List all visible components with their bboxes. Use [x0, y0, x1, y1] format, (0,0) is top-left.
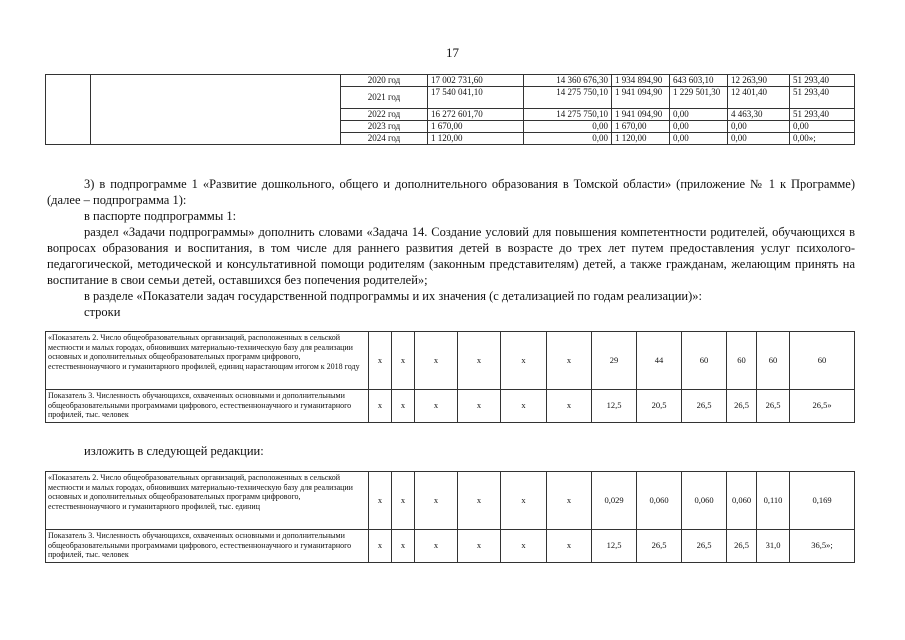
indicator-value: x — [458, 530, 501, 563]
indicator-value: x — [392, 472, 415, 530]
indicator-value: 20,5 — [637, 390, 682, 423]
year-cell: 2023 год — [341, 121, 428, 133]
indicator-value: 26,5 — [682, 530, 727, 563]
new-indicators-table — [45, 471, 855, 563]
value-cell: 1 229 501,30 — [670, 87, 728, 109]
value-cell: 14 275 750,10 — [524, 109, 612, 121]
year-cell: 2024 год — [341, 133, 428, 145]
table-row — [46, 87, 855, 109]
blank-cell — [46, 75, 91, 87]
value-cell: 1 941 094,90 — [612, 87, 670, 109]
blank-cell — [91, 75, 341, 87]
indicator-value: 0,060 — [727, 472, 757, 530]
indicator-row — [46, 530, 855, 563]
indicator-value: 12,5 — [592, 390, 637, 423]
indicator-value: x — [369, 390, 392, 423]
table-row — [46, 133, 855, 145]
blank-cell — [91, 133, 341, 145]
indicator-value: x — [415, 332, 458, 390]
indicator-value: x — [501, 472, 547, 530]
year-cell: 2020 год — [341, 75, 428, 87]
value-cell: 12 401,40 — [728, 87, 790, 109]
indicator-value: x — [458, 390, 501, 423]
indicator-row — [46, 390, 855, 423]
value-cell: 12 263,90 — [728, 75, 790, 87]
indicator-value: 0,169 — [790, 472, 855, 530]
value-cell: 0,00 — [670, 109, 728, 121]
indicator-value: 60 — [790, 332, 855, 390]
financing-table — [45, 74, 855, 145]
value-cell: 1 941 094,90 — [612, 109, 670, 121]
indicator-value: x — [547, 390, 592, 423]
indicator-value: 29 — [592, 332, 637, 390]
blank-cell — [46, 133, 91, 145]
indicator-value: x — [369, 332, 392, 390]
value-cell: 4 463,30 — [728, 109, 790, 121]
value-cell: 17 002 731,60 — [428, 75, 524, 87]
indicator-value: x — [501, 332, 547, 390]
indicator-value: x — [547, 530, 592, 563]
value-cell: 1 670,00 — [612, 121, 670, 133]
indicator-value: 0,060 — [637, 472, 682, 530]
indicator-value: 26,5 — [727, 390, 757, 423]
value-cell: 0,00 — [728, 133, 790, 145]
value-cell: 1 120,00 — [428, 133, 524, 145]
indicator-value: 26,5 — [757, 390, 790, 423]
indicator-value: 26,5 — [727, 530, 757, 563]
paragraph-passport: в паспорте подпрограммы 1: — [84, 209, 237, 223]
value-cell: 0,00»; — [790, 133, 855, 145]
table-row — [46, 121, 855, 133]
blank-cell — [91, 121, 341, 133]
indicator-value: x — [415, 390, 458, 423]
value-cell: 1 934 894,90 — [612, 75, 670, 87]
indicator-value: 36,5»; — [790, 530, 855, 563]
value-cell: 643 603,10 — [670, 75, 728, 87]
value-cell: 51 293,40 — [790, 75, 855, 87]
value-cell: 1 120,00 — [612, 133, 670, 145]
indicator-label: Показатель 3. Численность обучающихся, охваченных основными и дополнительными общеобразовательными программами цифрового, естественнонаучного и гуманитарного профилей, тыс. человек — [46, 390, 369, 423]
value-cell: 0,00 — [728, 121, 790, 133]
value-cell: 0,00 — [790, 121, 855, 133]
value-cell: 51 293,40 — [790, 109, 855, 121]
indicator-value: x — [369, 472, 392, 530]
value-cell: 0,00 — [524, 121, 612, 133]
indicator-value: x — [501, 390, 547, 423]
indicator-value: 0,110 — [757, 472, 790, 530]
old-indicators-table — [45, 331, 855, 423]
value-cell: 0,00 — [670, 121, 728, 133]
indicator-value: x — [415, 472, 458, 530]
indicator-value: 60 — [727, 332, 757, 390]
value-cell: 14 360 676,30 — [524, 75, 612, 87]
indicator-label: «Показатель 2. Число общеобразовательных организаций, расположенных в сельской местности и малых городах, обновивших материально-техническую базу для реализации основных и дополнительных общеобразовательных программ цифрового, естественнонаучного и гуманитарного профилей, тыс. единиц — [46, 472, 369, 530]
value-cell: 0,00 — [670, 133, 728, 145]
value-cell: 1 670,00 — [428, 121, 524, 133]
year-cell: 2021 год — [341, 87, 428, 109]
indicator-value: x — [458, 472, 501, 530]
indicator-value: x — [415, 530, 458, 563]
indicator-value: 0,060 — [682, 472, 727, 530]
value-cell: 51 293,40 — [790, 87, 855, 109]
indicator-label: «Показатель 2. Число общеобразовательных организаций, расположенных в сельской местности и малых городах, обновивших материально-техническую базу для реализации основных и дополнительных общеобразовательных программ цифрового, естественнонаучного и гуманитарного профилей, единиц нарастающим итогом к 2018 году — [46, 332, 369, 390]
table-row — [46, 109, 855, 121]
blank-cell — [46, 109, 91, 121]
indicator-value: 26,5 — [637, 530, 682, 563]
indicator-value: x — [392, 332, 415, 390]
indicator-value: x — [392, 390, 415, 423]
blank-cell — [46, 121, 91, 133]
indicator-value: 60 — [757, 332, 790, 390]
blank-cell — [91, 87, 341, 109]
indicator-value: 12,5 — [592, 530, 637, 563]
page-number: 17 — [446, 45, 459, 60]
indicator-label: Показатель 3. Численность обучающихся, охваченных основными и дополнительными общеобразовательными программами цифрового, естественнонаучного и гуманитарного профилей, тыс. человек — [46, 530, 369, 563]
value-cell: 0,00 — [524, 133, 612, 145]
indicator-value: x — [458, 332, 501, 390]
indicator-value: 26,5 — [682, 390, 727, 423]
indicator-value: 44 — [637, 332, 682, 390]
value-cell: 14 275 750,10 — [524, 87, 612, 109]
blank-cell — [46, 87, 91, 109]
paragraph-indicators-section: в разделе «Показатели задач государственной подпрограммы и их значения (с детализацией по годам реализации)»: — [84, 289, 702, 303]
paragraph-tasks-section: раздел «Задачи подпрограммы» дополнить словами «Задача 14. Создание условий для повышения компетентности родителей, обучающихся в вопросах образования и воспитания, в том числе для раннего развития детей в возрасте до трех лет путем предоставления услуг психолого-педагогической, методической и консультативной помощи родителям (законным представителям) детей, а также гражданам, желающим принять на воспитание в свои семьи детей, оставшихся без попечения родителей»; — [47, 225, 855, 287]
value-cell: 16 272 601,70 — [428, 109, 524, 121]
indicator-value: x — [369, 530, 392, 563]
indicator-value: 0,029 — [592, 472, 637, 530]
value-cell: 17 540 041,10 — [428, 87, 524, 109]
paragraph-rows: строки — [84, 305, 121, 319]
indicator-value: x — [547, 332, 592, 390]
indicator-row — [46, 332, 855, 390]
indicator-value: x — [547, 472, 592, 530]
blank-cell — [91, 109, 341, 121]
indicator-value: 60 — [682, 332, 727, 390]
paragraph-subprogram-1: 3) в подпрограмме 1 «Развитие дошкольного, общего и дополнительного образования в Томской области» (приложение № 1 к Программе) (далее – подпрограмма 1): — [47, 177, 855, 207]
indicator-value: 31,0 — [757, 530, 790, 563]
indicator-value: x — [501, 530, 547, 563]
indicator-value: 26,5» — [790, 390, 855, 423]
year-cell: 2022 год — [341, 109, 428, 121]
indicator-row — [46, 472, 855, 530]
paragraph-new-edition: изложить в следующей редакции: — [84, 444, 264, 458]
table-row — [46, 75, 855, 87]
indicator-value: x — [392, 530, 415, 563]
